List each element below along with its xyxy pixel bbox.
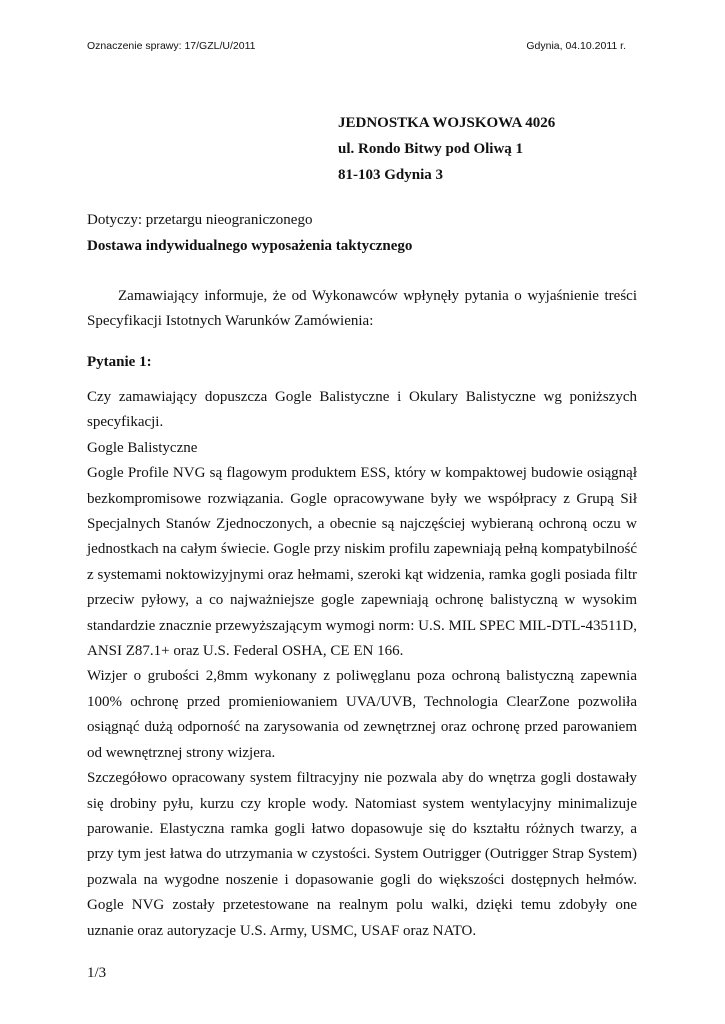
addressee-block xyxy=(338,110,555,188)
addressee-name: JEDNOSTKA WOJSKOWA 4026 xyxy=(338,115,556,131)
question-paragraph: Wizjer o grubości 2,8mm wykonany z poliwęglanu poza ochroną balistyczną zapewnia 100% ochronę przed promieniowaniem UVA/UVB, Technologia ClearZone pozwoliła osiągnąć dużą odporność na zarysowania od zewnętrznej oraz ochronę przed parowaniem od wewnętrznej strony wizjera. xyxy=(87,668,637,761)
case-number: Oznaczenie sprawy: 17/GZL/U/2011 xyxy=(87,40,256,52)
question-paragraph: Czy zamawiający dopuszcza Gogle Balistyczne i Okulary Balistyczne wg poniższych specyfikacji. xyxy=(87,389,637,431)
question-paragraph: Gogle Profile NVG są flagowym produktem ESS, który w kompaktowej budowie osiągnął bezkompromisowe rozwiązania. Gogle opracowywane były we współpracy z Grupą Sił Specjalnych Stanów Zjednoczonych, a obecnie są najczęściej wybieraną ochroną oczu w jednostkach na całym świecie. Gogle przy niskim profilu zapewniają pełną kompatybilność z systemami noktowizyjnymi oraz hełmami, szeroki kąt widzenia, ramka gogli posiada filtr przeciw pyłowy, a co najważniejsze gogle zapewniają ochronę balistyczną w wysokim standardzie znacznie przewyższającym wymogi norm: U.S. MIL SPEC MIL-DTL-43511D, ANSI Z87.1+ oraz U.S. Federal OSHA, CE EN 166. xyxy=(87,465,637,660)
intro-paragraph: Zamawiający informuje, że od Wykonawców wpłynęły pytania o wyjaśnienie treści Specyfikacji Istotnych Warunków Zamówienia: xyxy=(87,288,637,330)
question-heading: Pytanie 1: xyxy=(87,354,152,370)
question-paragraph: Szczegółowo opracowany system filtracyjny nie pozwala aby do wnętrza gogli dostawały się drobiny pyłu, kurzu czy krople wody. Natomiast system wentylacyjny minimalizuje parowanie. Elastyczna ramka gogli łatwo dopasowuje się do kształtu różnych twarzy, a przy tym jest łatwa do utrzymania w czystości. System Outrigger (Outrigger Strap System) pozwala na wygodne noszenie i dopasowanie gogli do większości dostępnych hełmów. Gogle NVG zostały przetestowane na realnym polu walki, dzięki temu zdobyły one uznanie oraz autoryzacje U.S. Army, USMC, USAF oraz NATO. xyxy=(87,770,637,939)
question-subheading: Gogle Balistyczne xyxy=(87,439,198,456)
subject-block xyxy=(87,207,412,259)
place-date: Gdynia, 04.10.2011 r. xyxy=(526,40,626,52)
addressee-street: ul. Rondo Bitwy pod Oliwą 1 xyxy=(338,141,524,157)
page-header xyxy=(87,40,626,56)
subject-title: Dostawa indywidualnego wyposażenia taktycznego xyxy=(87,238,413,254)
subject-regarding: Dotyczy: przetargu nieograniczonego xyxy=(87,212,313,228)
page-number: 1/3 xyxy=(87,965,107,981)
addressee-city: 81-103 Gdynia 3 xyxy=(338,167,444,183)
question-body xyxy=(87,385,637,944)
intro-section xyxy=(87,284,637,335)
